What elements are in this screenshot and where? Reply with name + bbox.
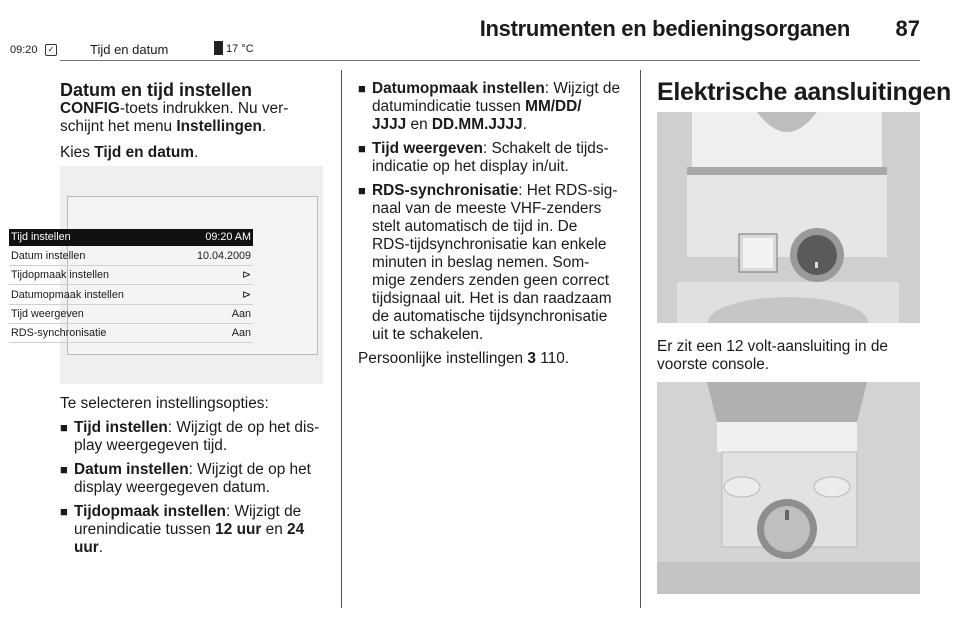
choose-dot: . xyxy=(193,144,199,161)
option-term: Datum instellen xyxy=(74,461,189,478)
option-term: Tijd instellen xyxy=(74,419,168,436)
option-text: mige zenders zenden geen correct xyxy=(372,272,609,289)
row-value: Aan xyxy=(231,308,251,320)
intro-paragraph xyxy=(60,100,330,136)
bullet-datumopmaak xyxy=(358,80,633,134)
display-title: Tijd en datum xyxy=(90,42,169,57)
cross-reference xyxy=(358,350,633,368)
choose-paragraph xyxy=(60,144,330,162)
bullet-square-icon: ■ xyxy=(60,462,68,477)
display-row-tijd-weergeven xyxy=(9,306,253,323)
display-row-datum-instellen xyxy=(9,248,253,265)
option-text: indicatie op het display in/uit. xyxy=(372,158,569,175)
option-text: : Wijzigt de op het xyxy=(188,461,311,478)
choose-prefix: Kies xyxy=(60,144,95,161)
display-temperature: 17 °C xyxy=(226,43,254,55)
console-socket-closeup-illustration xyxy=(657,382,920,594)
option-dot: . xyxy=(522,116,527,133)
option-text: RDS-tijdsynchronisatie kan enkele xyxy=(372,236,607,253)
row-value: 09:20 AM xyxy=(205,231,251,243)
display-row-tijd-instellen xyxy=(9,229,253,246)
menu-name: Instellingen xyxy=(176,118,262,135)
section-heading-datum-tijd: Datum en tijd instellen xyxy=(60,80,253,100)
console-socket-illustration xyxy=(657,112,920,323)
left-column-lower xyxy=(60,395,335,563)
option-text: en xyxy=(261,521,288,538)
row-separator xyxy=(9,323,253,324)
bullet-square-icon: ■ xyxy=(60,420,68,435)
photo-console-socket-top xyxy=(657,112,920,323)
options-intro: Te selecteren instellingsopties: xyxy=(60,395,269,412)
intro-dot: . xyxy=(261,118,267,135)
chevron-right-icon: ⊳ xyxy=(241,289,251,301)
option-text: : Wijzigt de xyxy=(225,503,302,520)
row-separator xyxy=(9,265,253,266)
option-text: tijdsignaal uit. Het is dan raadzaam xyxy=(372,290,612,307)
option-text: play weergegeven tijd. xyxy=(74,437,228,454)
row-label: Datum instellen xyxy=(11,250,86,262)
option-value: JJJJ xyxy=(372,116,407,133)
option-text: datumindicatie tussen xyxy=(372,98,526,115)
row-label: RDS-synchronisatie xyxy=(11,327,107,339)
left-column xyxy=(60,80,330,162)
option-text: display weergegeven datum. xyxy=(74,479,270,496)
choose-item: Tijd en datum xyxy=(94,144,194,161)
option-term: Datumopmaak instellen xyxy=(372,80,545,97)
row-label: Tijd instellen xyxy=(11,231,71,243)
clock-icon: ✓ xyxy=(45,44,57,56)
row-label: Tijdopmaak instellen xyxy=(11,269,110,281)
display-row-tijdopmaak xyxy=(9,267,253,284)
option-value: 24 xyxy=(287,521,305,538)
page-header-title: Instrumenten en bedieningsorganen xyxy=(479,16,850,41)
option-dot: . xyxy=(98,539,104,556)
display-row-datumopmaak xyxy=(9,287,253,304)
row-separator xyxy=(9,342,253,343)
bullet-square-icon: ■ xyxy=(358,81,366,96)
column-divider-1 xyxy=(341,70,342,608)
option-term: Tijdopmaak instellen xyxy=(74,503,226,520)
bullet-square-icon: ■ xyxy=(60,504,68,519)
option-value: 12 uur xyxy=(215,521,262,538)
display-clock: 09:20 xyxy=(10,44,38,56)
option-text: minuten in beslag nemen. Som- xyxy=(372,254,590,271)
intro-text-1: -toets indrukken. Nu ver- xyxy=(119,100,289,117)
bullet-square-icon: ■ xyxy=(358,141,366,156)
caption-line: Er zit een 12 volt-aansluiting in de xyxy=(657,338,888,355)
option-value: DD.MM.JJJJ xyxy=(431,116,523,133)
row-value: Aan xyxy=(231,327,251,339)
option-value: MM/DD/ xyxy=(525,98,582,115)
option-text: : Schakelt de tijds- xyxy=(482,140,609,157)
bullet-datum-instellen xyxy=(60,461,335,497)
option-term: Tijd weergeven xyxy=(372,140,483,157)
photo-caption xyxy=(657,338,920,374)
ref-page: 110. xyxy=(535,350,570,367)
bullet-tijdopmaak xyxy=(60,503,335,557)
intro-text-2: schijnt het menu xyxy=(60,118,177,135)
caption-line: voorste console. xyxy=(657,356,770,373)
row-separator xyxy=(9,304,253,305)
option-text: en xyxy=(406,116,432,133)
option-text: uit te schakelen. xyxy=(372,326,484,343)
option-text: urenindicatie tussen xyxy=(74,521,216,538)
section-heading-elektrische-aansluitingen: Elektrische aansluitingen xyxy=(657,78,951,106)
bullet-tijd-weergeven xyxy=(358,140,633,176)
chevron-right-icon: ⊳ xyxy=(241,269,251,281)
option-text: : Het RDS-sig- xyxy=(518,182,618,199)
row-label: Datumopmaak instellen xyxy=(11,289,124,301)
row-separator xyxy=(9,284,253,285)
middle-column xyxy=(358,80,633,368)
option-term: RDS-synchronisatie xyxy=(372,182,519,199)
option-text: : Wijzigt de xyxy=(544,80,621,97)
option-text: naal van de meeste VHF-zenders xyxy=(372,200,602,217)
option-value: uur xyxy=(74,539,99,556)
row-label: Tijd weergeven xyxy=(11,308,84,320)
display-top-bar xyxy=(8,40,256,62)
ref-text: Persoonlijke instellingen xyxy=(358,350,528,367)
bullet-tijd-instellen xyxy=(60,419,335,455)
thermometer-icon xyxy=(214,41,223,55)
page-number: 87 xyxy=(895,16,920,41)
option-text: stelt automatisch de tijd in. De xyxy=(372,218,578,235)
arrow-right-icon: 3 xyxy=(527,350,536,367)
row-value: 10.04.2009 xyxy=(196,250,251,262)
photo-console-socket-bottom xyxy=(657,382,920,594)
config-key-label: CONFIG xyxy=(60,100,120,117)
bullet-rds-synchronisatie xyxy=(358,182,633,344)
display-row-rds xyxy=(9,325,253,342)
bullet-square-icon: ■ xyxy=(358,183,366,198)
option-text: de automatische tijdsynchronisatie xyxy=(372,308,608,325)
column-divider-2 xyxy=(640,70,641,608)
option-text: : Wijzigt de op het dis- xyxy=(167,419,320,436)
